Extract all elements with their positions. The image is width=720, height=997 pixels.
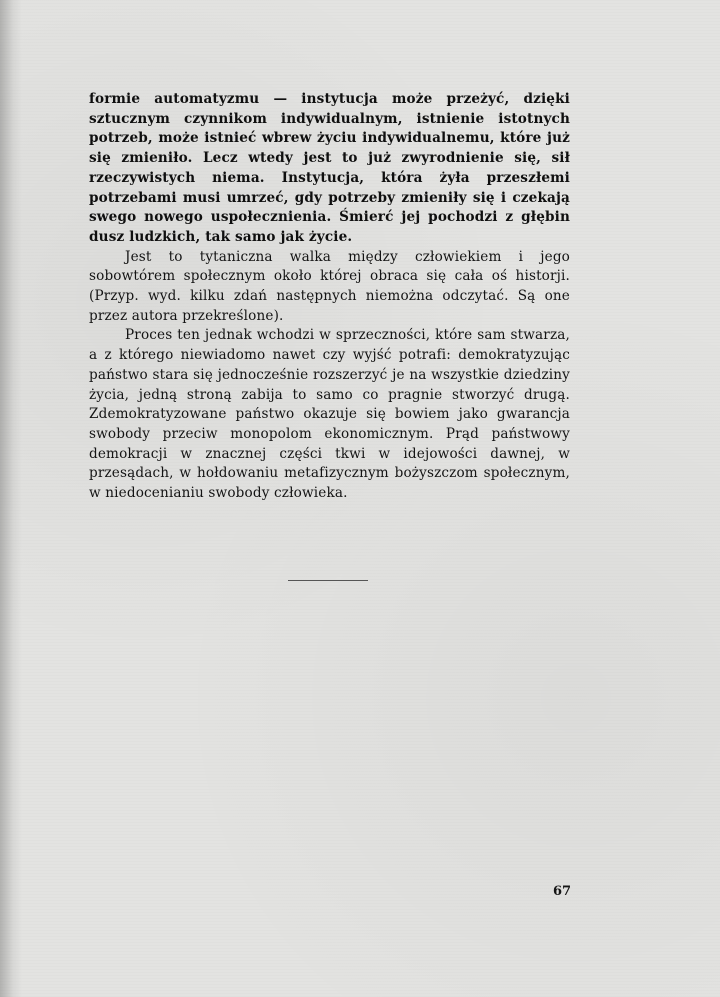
section-divider <box>288 580 368 581</box>
body-text <box>89 90 570 504</box>
paragraph-1: formie automatyzmu — instytucja może przeżyć, dzięki sztucznym czynnikom indywidualnym, istnienie istotnych potrzeb, może istnieć wbrew życiu indywidualnemu, które już się zmieniło. Lecz wtedy jest to już zwyrodnienie się, sił rzeczywistych niema. Instytucja, która żyła przeszłemi potrzebami musi umrzeć, gdy potrzeby zmieniły się i czekają swego nowego uspołecznienia. Śmierć jej pochodzi z głębin dusz ludzkich, tak samo jak życie. <box>89 91 570 245</box>
paragraph-2: Jest to tytaniczna walka między człowiekiem i jego sobowtórem społecznym około której obraca się cała oś historji. (Przyp. wyd. kilku zdań następnych niemożna odczytać. Są one przez autora przekreślone). <box>89 248 570 324</box>
page-binding-shadow <box>0 0 22 997</box>
paragraph-3: Proces ten jednak wchodzi w sprzeczności, które sam stwarza, a z którego niewiadomo nawet czy wyjść potrafi: demokratyzując państwo stara się jednocześnie rozszerzyć je na wszystkie dziedziny życia, jedną stroną zabija to samo co pragnie stworzyć drugą. Zdemokratyzowane państwo okazuje się bowiem jako gwarancja swobody przeciw monopolom ekonomicznym. Prąd państwowy demokracji w znacznej części tkwi w idejowości dawnej, w przesądach, w hołdowaniu metafizycznym bożyszczom społecznym, w niedocenianiu swobody człowieka. <box>89 327 570 502</box>
page-number: 67 <box>553 884 572 899</box>
